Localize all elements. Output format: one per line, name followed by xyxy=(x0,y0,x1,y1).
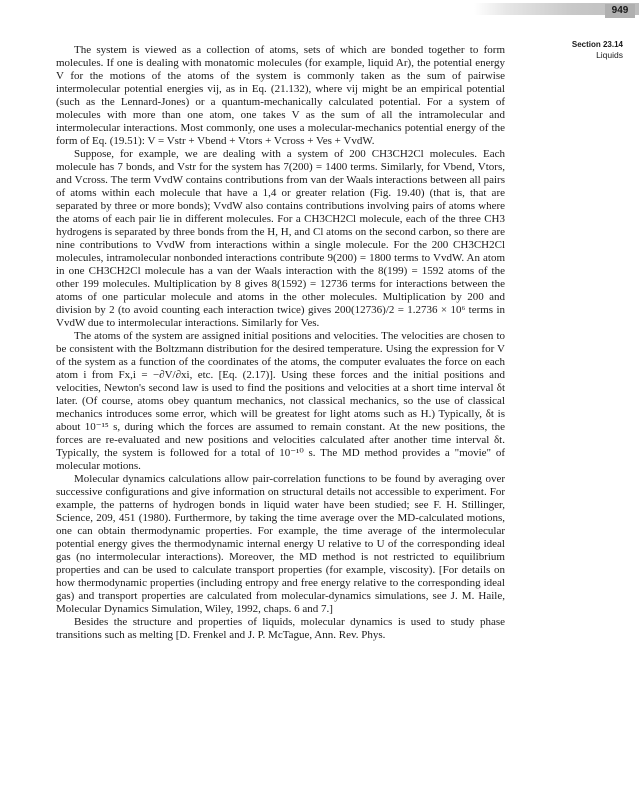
paragraph-phase-transitions: Besides the structure and properties of liquids, molecular dynamics is used to study phase transitions such as melting [D. Frenkel and J. P. McTague, Ann. Rev. Phys. xyxy=(56,616,505,641)
paragraph-applications: Molecular dynamics calculations allow pair-correlation functions to be found by averaging over successive configurations and give information on structural details not accessible to experiment. For example, the patterns of hydrogen bonds in liquid water have been studied; see F. H. Stillinger, Science, 209, 451 (1980). Furthermore, by taking the time average over the MD-calculated motions, one can obtain thermodynamic properties. For example, the time average of the intermolecular potential energy gives the thermodynamic internal energy U relative to U of the corresponding ideal gas (no intermolecular interactions). Moreover, the MD method is not restricted to equilibrium properties and can be used to calculate transport properties (for example, viscosity). [For details on how thermodynamic properties (including entropy and free energy relative to the corresponding ideal gas) and transport properties are calculated from molecular-dynamics simulations, see J. M. Haile, Molecular Dynamics Simulation, Wiley, 1992, chaps. 6 and 7.] xyxy=(56,473,505,615)
running-head xyxy=(572,40,623,60)
page-number: 949 xyxy=(605,4,635,18)
section-number: Section 23.14 xyxy=(571,40,623,49)
section-topic: Liquids xyxy=(596,50,623,60)
paragraph-potential-energy: The system is viewed as a collection of atoms, sets of which are bonded together to form molecules. If one is dealing with monatomic molecules (for example, liquid Ar), the potential energy V for the motions of the atoms of the system is commonly taken as the sum of pairwise intermolecular potential energies vij, as in Eq. (21.132), where vij might be an empirical potential (such as the Lennard-Jones) or a quantum-mechanically calculated potential. For a system of molecules with more than one atom, one takes V as the sum of all the intramolecular and intermolecular interactions. Most commonly, one uses a molecular-mechanics potential energy of the form of Eq. (19.51): V = Vstr + Vbend + Vtors + Vcross + Ves + VvdW. xyxy=(56,44,505,147)
paragraph-initial-conditions: The atoms of the system are assigned initial positions and velocities. The velocities are chosen to be consistent with the Boltzmann distribution for the desired temperature. Using the expression for V of the system as a function of the coordinates of the atoms, the computer evaluates the force on each atom i from Fx,i = −∂V/∂xi, etc. [Eq. (2.17)]. Using these forces and the initial positions and velocities, Newton's second law is used to find the positions and velocities at a short time interval δt later. (Of course, atoms obey quantum mechanics, not classical mechanics, so the use of classical mechanics introduces some error, which will be greatest for light atoms such as H.) Typically, δt is about 10⁻¹⁵ s, during which the forces are assumed to remain constant. At the new positions, the forces are re-evaluated and new positions and velocities calculated after another time interval δt. Typically, the system is followed for a total of 10⁻¹⁰ s. The MD method provides a "movie" of molecular motions. xyxy=(56,330,505,472)
paragraph-example-ethyl-chloride: Suppose, for example, we are dealing with a system of 200 CH3CH2Cl molecules. Each molecule has 7 bonds, and Vstr for the system has 7(200) = 1400 terms. Similarly, for Vbend, Vtors, and Vcross. The term VvdW contains contributions from van der Waals interactions between all pairs of atoms within each molecule that have a 1,4 or greater relation (Fig. 19.40) (that is, that are separated by three or more bonds); VvdW also contains contributions involving pairs of atoms where the atoms of each pair lie in different molecules. For a CH3CH2Cl molecule, each of the three CH3 hydrogens is separated by three bonds from the H, H, and Cl atoms on the second carbon, so there are nine contributions to VvdW from interactions within a single molecule. For the 200 CH3CH2Cl molecules, intramolecular nonbonded interactions contribute 9(200) = 1800 terms to VvdW. An atom in one CH3CH2Cl molecule has a van der Waals interaction with the 8(199) = 1592 atoms of the other 199 molecules. Multiplication by 8 gives 8(1592) = 12736 terms for interactions between the atoms of one particular molecule and atoms in the other molecules. Multiplication by 200 and division by 2 (to avoid counting each interaction twice) gives 200(12736)/2 = 1.2736 × 10⁶ terms in VvdW due to intermolecular interactions. Similarly for Ves. xyxy=(56,148,505,329)
header-bar xyxy=(474,3,639,15)
body-text xyxy=(56,44,505,642)
